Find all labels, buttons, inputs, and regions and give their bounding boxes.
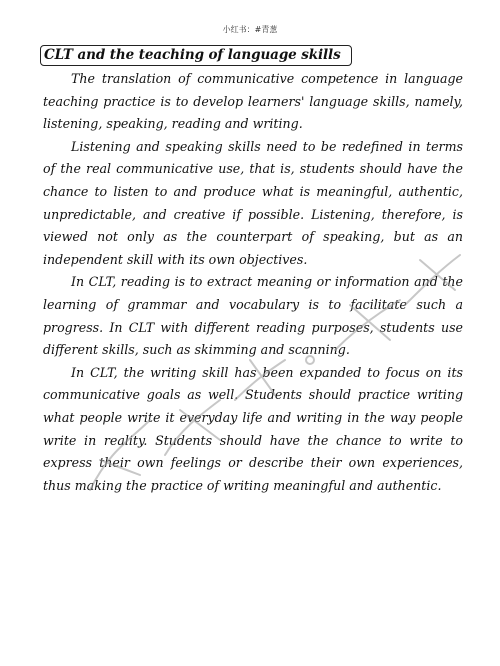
paragraph-intro: The translation of communicative competence in language teaching practice is to develop learners' language skills, namely, listening, speaking, reading and writing. bbox=[43, 71, 463, 132]
watermark-header: 小红书：#青葱 bbox=[222, 25, 278, 34]
section-title: CLT and the teaching of language skills bbox=[40, 45, 352, 66]
document-body bbox=[43, 68, 463, 497]
paragraph-writing: In CLT, the writing skill has been expanded to focus on its communicative goals as well. Students should practice writing what people write it everyday life and writing in the way people write in reality. Students should have the chance to write to express their own feelings or describe their own experiences, thus making the practice of writing meaningful and authentic. bbox=[43, 364, 463, 493]
paragraph-reading: In CLT, reading is to extract meaning or information and the learning of grammar and vocabulary is to facilitate such a progress. In CLT with different reading purposes, students use different skills, such as skimming and scanning. bbox=[43, 274, 463, 358]
paragraph-listening-speaking: Listening and speaking skills need to be redefined in terms of the real communicative use, that is, students should have the chance to listen to and produce what is meaningful, authentic, unpredictable, and creative if possible. Listening, therefore, is viewed not only as the counterpart of speaking, but as an independent skill with its own objectives. bbox=[43, 138, 463, 267]
